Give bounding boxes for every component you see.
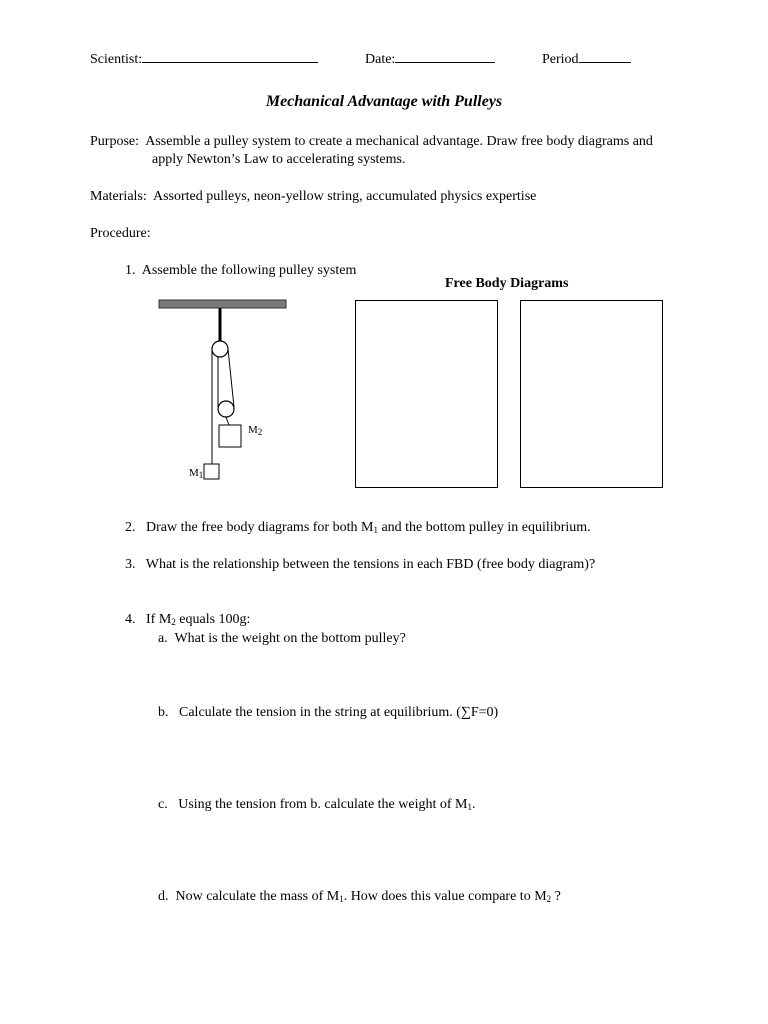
ceiling-beam bbox=[159, 300, 286, 308]
step-2-text-a: Draw the free body diagrams for both M bbox=[146, 520, 374, 535]
step-4a-letter: a. bbox=[158, 631, 168, 646]
purpose-line-1 bbox=[90, 134, 653, 150]
purpose-text-2: apply Newton’s Law to accelerating systems. bbox=[152, 152, 406, 167]
step-4d-text-c: ? bbox=[551, 889, 561, 904]
m1-label-letter: M bbox=[189, 467, 199, 479]
materials-line bbox=[90, 189, 536, 205]
step-4a-text: What is the weight on the bottom pulley? bbox=[174, 631, 406, 646]
scientist-blank[interactable] bbox=[142, 48, 318, 63]
date-field bbox=[365, 48, 495, 68]
step-4c bbox=[158, 797, 475, 813]
mass-m2-block bbox=[219, 425, 241, 447]
step-4c-letter: c. bbox=[158, 797, 168, 812]
step-3-text: What is the relationship between the tensions in each FBD (free body diagram)? bbox=[145, 557, 596, 572]
step-4d-letter: d. bbox=[158, 889, 169, 904]
step-4d-text-a: Now calculate the mass of M bbox=[175, 889, 340, 904]
step-4d-sub: 1 bbox=[339, 894, 344, 904]
step-2-text-b: and the bottom pulley in equilibrium. bbox=[377, 520, 591, 535]
step-1-text: Assemble the following pulley system bbox=[141, 263, 357, 278]
step-4-number: 4. bbox=[125, 612, 136, 627]
step-4-text-a: If M bbox=[146, 612, 172, 627]
m1-label-sub: 1 bbox=[198, 470, 204, 480]
period-label: Period bbox=[542, 52, 579, 67]
page-title: Mechanical Advantage with Pulleys bbox=[265, 93, 503, 110]
top-pulley bbox=[212, 341, 228, 357]
step-4c-text-b: . bbox=[471, 797, 476, 812]
m2-label-sub: 2 bbox=[257, 427, 263, 437]
procedure-label: Procedure: bbox=[90, 226, 151, 241]
materials-label: Materials: bbox=[90, 189, 147, 204]
string-diagonal bbox=[228, 349, 234, 407]
step-2-sub: 1 bbox=[373, 525, 378, 535]
date-blank[interactable] bbox=[395, 48, 495, 63]
m2-hanger bbox=[226, 417, 229, 425]
m1-label bbox=[189, 467, 203, 479]
step-1 bbox=[125, 263, 356, 279]
step-4a bbox=[158, 631, 406, 647]
step-2-number: 2. bbox=[125, 520, 136, 535]
step-4-sub: 2 bbox=[171, 617, 176, 627]
step-4c-text-a: Using the tension from b. calculate the weight of M bbox=[178, 797, 468, 812]
period-field bbox=[542, 48, 631, 68]
step-4c-sub: 1 bbox=[467, 802, 472, 812]
purpose-label: Purpose: bbox=[90, 134, 139, 149]
m2-label-letter: M bbox=[248, 424, 258, 436]
mass-m1-block bbox=[204, 464, 219, 479]
step-4 bbox=[125, 612, 250, 628]
period-blank[interactable] bbox=[579, 48, 631, 63]
fbd-box-pulley[interactable] bbox=[520, 300, 663, 488]
step-3-number: 3. bbox=[125, 557, 136, 572]
step-2 bbox=[125, 520, 591, 536]
fbd-heading: Free Body Diagrams bbox=[445, 276, 569, 291]
scientist-label: Scientist: bbox=[90, 52, 143, 67]
bottom-pulley bbox=[218, 401, 234, 417]
step-1-number: 1. bbox=[125, 263, 136, 278]
step-4d bbox=[158, 889, 561, 905]
step-4-text-b: equals 100g: bbox=[175, 612, 251, 627]
fbd-box-m1[interactable] bbox=[355, 300, 498, 488]
step-4d-text-b: . How does this value compare to M bbox=[343, 889, 547, 904]
step-4b bbox=[158, 705, 498, 721]
date-label: Date: bbox=[365, 52, 396, 67]
materials-text: Assorted pulleys, neon-yellow string, accumulated physics expertise bbox=[153, 189, 537, 204]
step-4d-sub2: 2 bbox=[546, 894, 552, 904]
purpose-text-1: Assemble a pulley system to create a mechanical advantage. Draw free body diagrams and bbox=[145, 134, 653, 149]
step-3 bbox=[125, 557, 595, 573]
pulley-diagram bbox=[150, 292, 300, 492]
m2-label bbox=[248, 424, 262, 436]
step-4b-letter: b. bbox=[158, 705, 169, 720]
scientist-field bbox=[90, 48, 318, 68]
step-4b-text: Calculate the tension in the string at equilibrium. (∑F=0) bbox=[179, 705, 499, 720]
